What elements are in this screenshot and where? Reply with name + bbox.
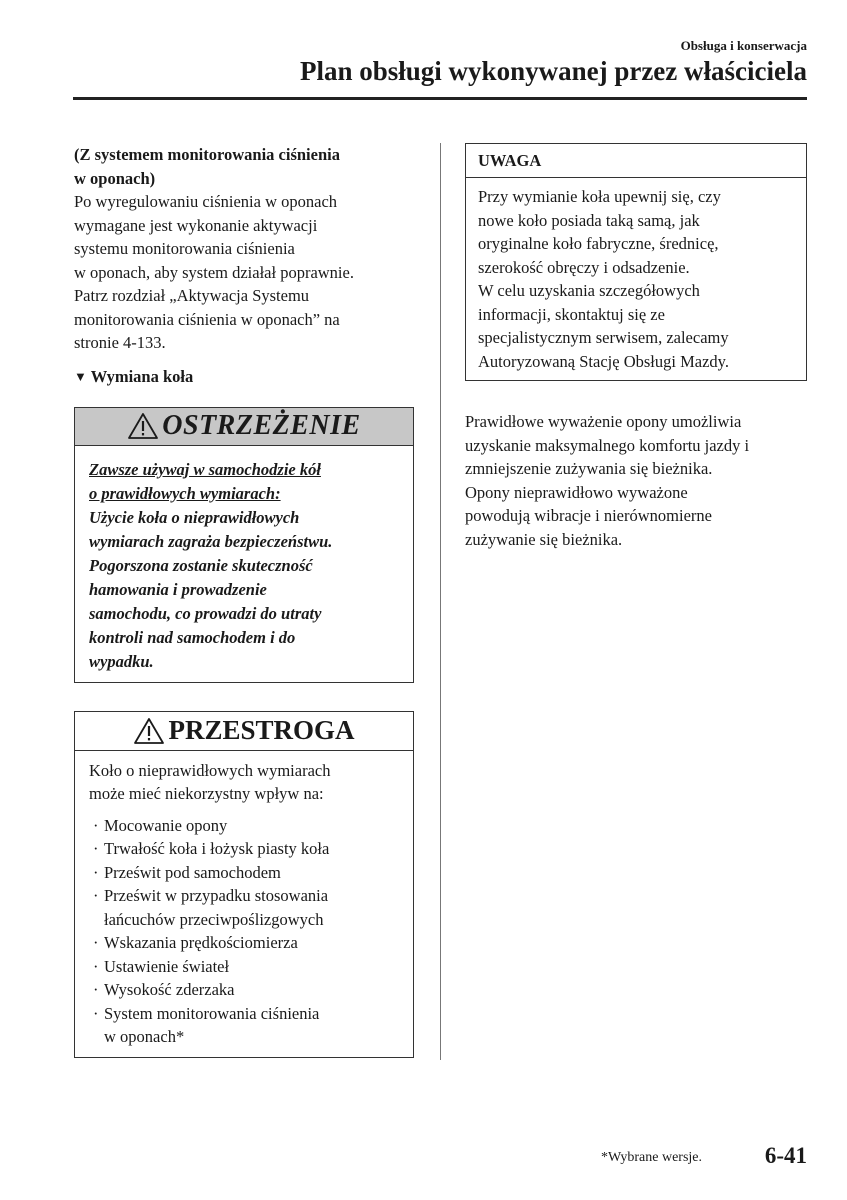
column-divider	[440, 143, 441, 1060]
list-item	[89, 978, 399, 1002]
warning-line: Użycie koła o nieprawidłowych	[89, 507, 300, 527]
warning-line: wymiarach zagraża bezpieczeństwu.	[89, 531, 333, 551]
list-item-text: w oponach*	[104, 1027, 185, 1046]
note-line: W celu uzyskania szczegółowych	[478, 281, 700, 300]
warning-box	[74, 407, 414, 683]
warning-line: Pogorszona zostanie skuteczność	[89, 555, 313, 575]
caution-header	[75, 712, 413, 751]
note-line: nowe koło posiada taką samą, jak	[478, 210, 700, 230]
page-number: 6-41	[764, 1143, 807, 1168]
left-column	[74, 143, 414, 1058]
balance-line: Opony nieprawidłowo wyważone	[465, 482, 688, 502]
list-item	[89, 955, 399, 979]
list-item-text: Ustawienie świateł	[104, 956, 230, 976]
tpms-text-line: Po wyregulowaniu ciśnienia w oponach	[74, 192, 338, 211]
tpms-paragraph	[74, 190, 414, 355]
list-item	[89, 814, 399, 838]
tpms-text-line: Patrz rozdział „Aktywacja Systemu	[74, 286, 310, 305]
section-label: Obsługa i konserwacja	[680, 38, 807, 53]
list-item-text: Prześwit pod samochodem	[104, 862, 281, 882]
list-item-text: Prześwit w przypadku stosowania	[104, 886, 329, 905]
caution-box	[74, 711, 414, 1058]
tpms-heading-line: (Z systemem monitorowania ciśnienia	[74, 145, 340, 164]
balance-line: zmniejszenie zużywania się bieżnika.	[465, 459, 713, 478]
warning-line: o prawidłowych wymiarach:	[89, 483, 281, 503]
list-item-text: Wysokość zderzaka	[104, 980, 235, 999]
note-line: Przy wymianie koła upewnij się, czy	[478, 187, 721, 206]
list-item-text: Trwałość koła i łożysk piasty koła	[104, 839, 330, 858]
balance-line: zużywanie się bieżnika.	[465, 529, 623, 549]
section-marker-icon: ▼	[74, 368, 87, 384]
caution-intro-line: może mieć niekorzystny wpływ na:	[89, 784, 324, 803]
list-item-text: Mocowanie opony	[104, 815, 228, 835]
warning-header	[75, 408, 413, 446]
note-box	[465, 143, 807, 381]
warning-body	[75, 446, 413, 682]
caution-body	[75, 751, 413, 1057]
section-title: Wymiana koła	[90, 366, 194, 386]
note-line: informacji, skontaktuj się ze	[478, 304, 665, 324]
list-item-text: System monitorowania ciśnienia	[104, 1003, 320, 1023]
note-line: szerokość obręczy i odsadzenie.	[478, 257, 690, 277]
warning-line: samochodu, co prowadzi do utraty	[89, 603, 322, 623]
tpms-heading-line: w oponach)	[74, 168, 156, 188]
list-item	[89, 837, 399, 861]
tpms-heading	[74, 143, 414, 190]
right-column	[465, 143, 807, 551]
tpms-text-line: monitorowania ciśnienia w oponach” na	[74, 309, 340, 329]
tpms-text-line: wymagane jest wykonanie aktywacji	[74, 215, 318, 235]
tpms-text-line: w oponach, aby system działał poprawnie.	[74, 262, 354, 282]
warning-line: hamowania i prowadzenie	[89, 579, 267, 599]
section-heading-wheel-change	[74, 365, 414, 390]
warning-line: kontroli nad samochodem i do	[89, 627, 296, 647]
warning-triangle-icon	[133, 717, 165, 745]
caution-title: PRZESTROGA	[168, 715, 355, 745]
tpms-text-line: systemu monitorowania ciśnienia	[74, 239, 295, 258]
warning-line: Zawsze używaj w samochodzie kół	[89, 459, 321, 479]
list-item	[89, 1002, 399, 1049]
balance-line: Prawidłowe wyważenie opony umożliwia	[465, 412, 742, 431]
list-item-text: Wskazania prędkościomierza	[104, 933, 298, 952]
note-line: oryginalne koło fabryczne, średnicę,	[478, 234, 719, 253]
balance-line: uzyskanie maksymalnego komfortu jazdy i	[465, 435, 750, 455]
note-body	[466, 178, 806, 380]
tpms-text-line: stronie 4-133.	[74, 333, 166, 352]
list-item	[89, 931, 399, 955]
balance-paragraph	[465, 410, 807, 551]
list-item	[89, 884, 399, 931]
list-item	[89, 861, 399, 885]
caution-intro	[89, 759, 399, 806]
warning-line: wypadku.	[89, 651, 154, 671]
warning-title: OSTRZEŻENIE	[162, 410, 361, 441]
balance-line: powodują wibracje i nierównomierne	[465, 506, 712, 525]
note-line: specjalistycznym serwisem, zalecamy	[478, 328, 729, 347]
page-title: Plan obsługi wykonywanej przez właściciela	[300, 56, 807, 86]
list-item-text: łańcuchów przeciwpoślizgowych	[104, 909, 324, 929]
footnote: *Wybrane wersje.	[601, 1150, 703, 1165]
warning-triangle-icon	[127, 412, 159, 440]
caution-intro-line: Koło o nieprawidłowych wymiarach	[89, 760, 331, 780]
caution-bullet-list	[89, 814, 399, 1049]
note-title: UWAGA	[466, 144, 806, 178]
header-rule	[73, 97, 807, 100]
note-line: Autoryzowaną Stację Obsługi Mazdy.	[478, 351, 729, 371]
